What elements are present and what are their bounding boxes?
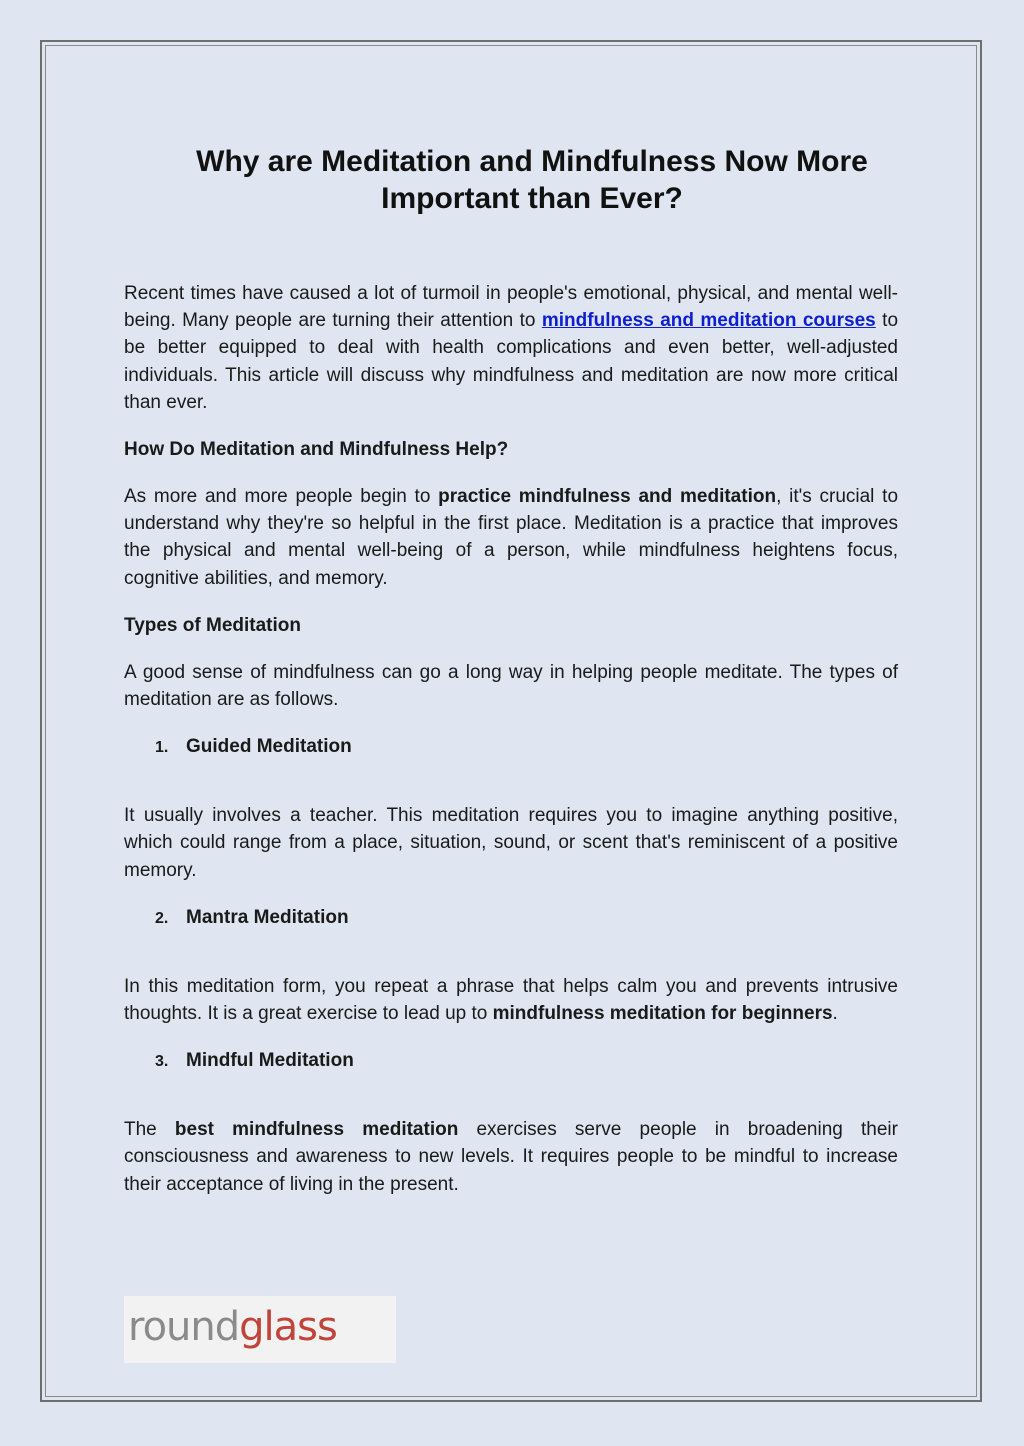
list-item-title: Mindful Meditation [186, 1050, 354, 1072]
mantra-text-end: . [832, 1003, 838, 1025]
list-item-mantra [124, 904, 898, 931]
mindful-text-end: exercises serve people in broadening their consciousness and awareness to new levels. It requires people to be mindful to increase their acceptance of living in the present. [124, 1119, 898, 1195]
page-title: Why are Meditation and Mindfulness Now More Important than Ever? [196, 145, 868, 215]
mantra-text-start: In this meditation form, you repeat a phrase that helps calm you and prevents intrusive thoughts. It is a great exercise to lead up to [124, 975, 898, 1025]
list-number: 1. [155, 739, 169, 757]
list-number: 3. [155, 1053, 169, 1071]
article-body [124, 280, 898, 1198]
help-text-end: , it's crucial to understand why they're so helpful in the first place. Meditation is a practice that improves the physical and mental well-being of a person, while mindfulness heightens focus, cognitive abilities, and memory. [124, 486, 899, 589]
mindful-bold-text: best mindfulness meditation [174, 1119, 459, 1141]
logo-text-glass: glass [239, 1304, 337, 1350]
list-item-title: Guided Meditation [186, 736, 352, 758]
types-heading: Types of Meditation [124, 614, 301, 636]
list-item-guided [124, 733, 898, 760]
list-item-title: Mantra Meditation [186, 906, 349, 928]
guided-paragraph: It usually involves a teacher. This meditation requires you to imagine anything positive, which could range from a place, situation, sound, or scent that's reminiscent of a positive memory. [124, 805, 898, 881]
mantra-paragraph [124, 973, 898, 1027]
mindful-text-start: The [124, 1119, 175, 1141]
mindful-paragraph [124, 1116, 898, 1198]
roundglass-logo-image [124, 1296, 396, 1363]
intro-text-start: Recent times have caused a lot of turmoil in people's emotional, physical, and mental well-being. Many people are turning their attention to [124, 283, 898, 332]
logo-text-round: round [128, 1304, 240, 1350]
courses-link[interactable]: mindfulness and meditation courses [541, 310, 876, 332]
help-text-start: As more and more people begin to [124, 486, 439, 508]
intro-paragraph [124, 280, 898, 416]
list-item-mindful [124, 1047, 898, 1074]
list-number: 2. [155, 909, 169, 927]
help-bold-text: practice mindfulness and meditation [438, 486, 777, 508]
intro-text-end: to be better equipped to deal with health complications and even better, well-adjusted individuals. This article will discuss why mindfulness and meditation are now more critical than ever. [124, 310, 899, 413]
svg-text:roundglass [128, 1304, 337, 1350]
roundglass-logo [124, 1296, 396, 1363]
help-paragraph [124, 483, 898, 592]
mantra-bold-text: mindfulness meditation for beginners [492, 1003, 833, 1025]
types-paragraph: A good sense of mindfulness can go a long way in helping people meditate. The types of meditation are as follows. [124, 661, 898, 711]
help-heading: How Do Meditation and Mindfulness Help? [124, 439, 509, 461]
